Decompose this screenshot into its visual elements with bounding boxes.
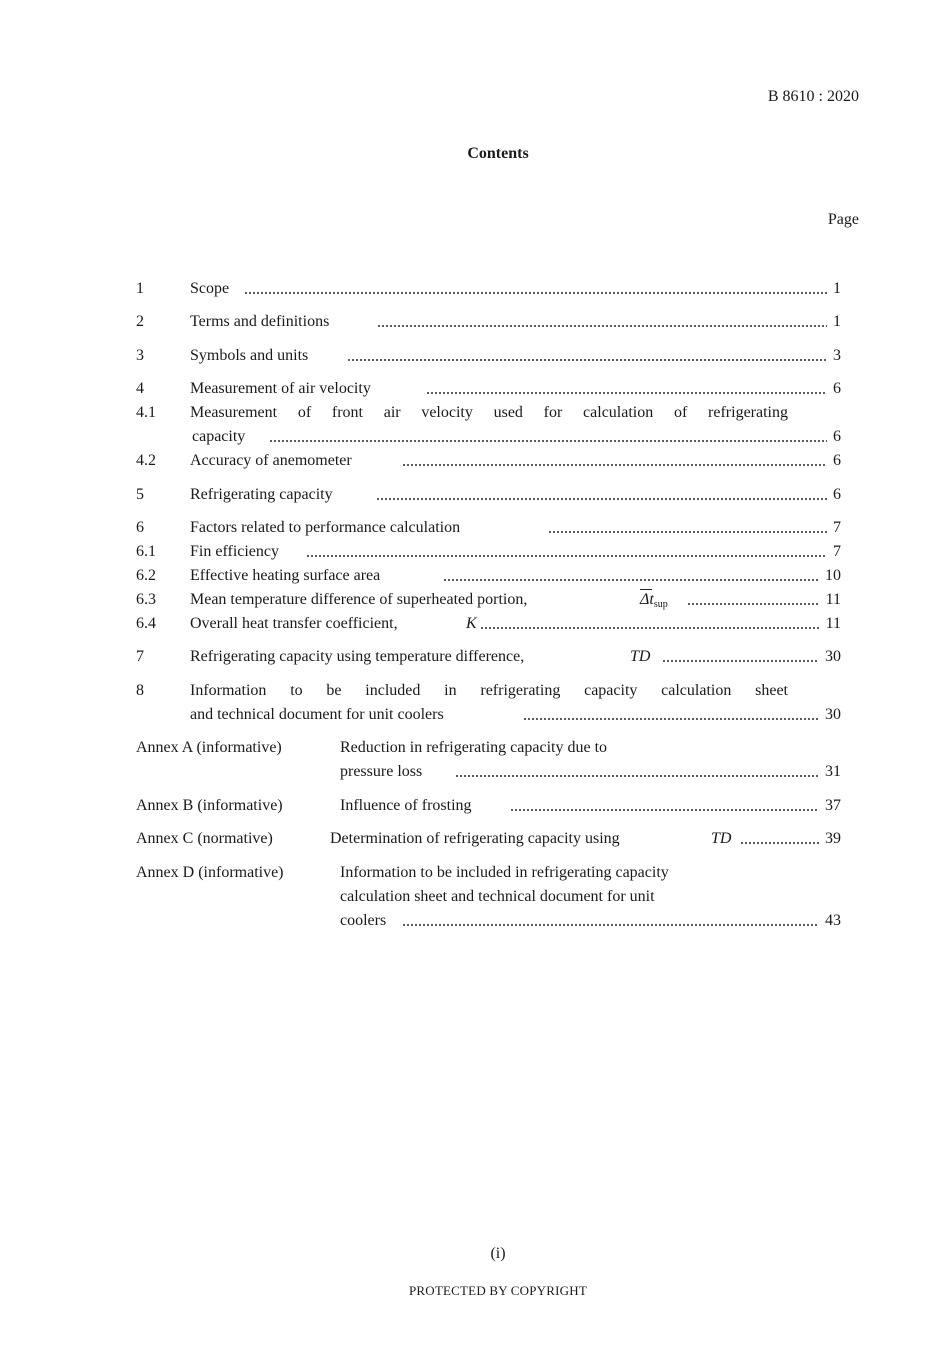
leader-dots [740,842,819,844]
toc-entry-terms[interactable] [136,311,841,333]
page-title: Contents [467,145,529,162]
standard-number: B 8610 : 2020 [767,88,859,105]
leader-dots [269,440,827,442]
toc-entry-page: 37 [825,797,841,814]
leader-dots [306,555,827,557]
td-symbol: TD [711,830,732,847]
toc-entry-number: 6.1 [136,543,156,560]
toc-entry-label: Measurement of air velocity [190,380,371,397]
toc-entry-number: 1 [136,280,144,297]
toc-entry-number: 8 [136,682,144,699]
annex-label: Annex B (informative) [136,797,283,814]
leader-dots [510,809,819,811]
toc-entry-number: 3 [136,347,144,364]
toc-entry-performance-factors[interactable] [136,517,841,539]
toc-entry-page: 7 [833,543,841,560]
td-symbol: TD [630,648,651,665]
toc-entry-label: Overall heat transfer coefficient, [190,615,398,632]
leader-dots [443,579,819,581]
toc-entry-label-line2: capacity [192,428,246,445]
leader-dots [402,464,827,466]
toc-entry-number: 4.1 [136,404,156,421]
leader-dots [662,660,819,662]
delta-t-sup-symbol: $\Delta t_{sup}$ [640,591,668,610]
annex-label: Annex A (informative) [136,739,282,756]
toc-entry-scope[interactable] [136,278,841,300]
toc-entry-annex-d[interactable] [136,862,841,934]
copyright-notice: PROTECTED BY COPYRIGHT [409,1283,587,1298]
toc-entry-information-included[interactable] [136,680,841,728]
toc-entry-label-line2: and technical document for unit coolers [190,706,444,723]
toc-entry-air-velocity[interactable] [136,378,841,400]
toc-entry-heat-transfer[interactable] [136,613,841,635]
toc-entry-label: Fin efficiency [190,543,280,560]
toc-entry-page: 6 [833,486,841,503]
toc-entry-label: Effective heating surface area [190,567,381,584]
leader-dots [455,775,819,777]
toc-entry-number: 6 [136,519,144,536]
leader-dots [426,392,827,394]
toc-entry-number: 6.2 [136,567,156,584]
toc-entry-page: 6 [833,380,841,397]
toc-entry-number: 5 [136,486,144,503]
leader-dots [347,359,827,361]
toc-entry-number: 4.2 [136,452,156,469]
page-column-header: Page [827,211,859,228]
toc-entry-page: 30 [825,648,841,665]
toc-entry-anemometer[interactable] [136,450,841,472]
leader-dots [376,498,827,500]
toc-entry-annex-c[interactable] [136,828,841,850]
toc-entry-mean-temperature[interactable] [136,589,841,611]
toc-entry-front-air-velocity[interactable] [136,402,841,450]
toc-entry-page: 1 [833,313,841,330]
annex-label: Annex C (normative) [136,830,273,847]
toc-entry-refrigerating-capacity[interactable] [136,484,841,506]
toc-entry-page: 43 [825,912,841,929]
toc-entry-label: Refrigerating capacity [190,486,333,503]
toc-entry-label: Accuracy of anemometer [190,452,352,469]
annex-title: Influence of frosting [340,797,472,814]
toc-entry-page: 7 [833,519,841,536]
toc-entry-annex-a[interactable] [136,737,841,785]
toc-entry-page: 11 [825,591,841,608]
toc-entry-temperature-difference[interactable] [136,646,841,668]
toc-entry-page: 3 [833,347,841,364]
toc-entry-number: 4 [136,380,144,397]
toc-entry-label: Terms and definitions [190,313,330,330]
toc-entry-page: 10 [825,567,841,584]
toc-entry-label: Scope [190,280,230,297]
toc-entry-label: Symbols and units [190,347,309,364]
toc-entry-number: 7 [136,648,144,665]
leader-dots [523,718,819,720]
annex-title: Determination of refrigerating capacity using [330,830,620,847]
toc-entry-page: 6 [833,428,841,445]
toc-entry-page: 30 [825,706,841,723]
k-symbol: K [466,615,477,632]
toc-entry-label: Mean temperature difference of superheated portion, [190,591,528,608]
annex-label: Annex D (informative) [136,864,284,881]
toc-entry-label: Factors related to performance calculation [190,519,461,536]
toc-entry-annex-b[interactable] [136,795,841,817]
toc-entry-number: 6.4 [136,615,156,632]
annex-title-line2: pressure loss [340,763,423,780]
annex-title-line2: calculation sheet and technical document for unit [340,888,655,905]
toc-entry-page: 39 [825,830,841,847]
leader-dots [687,603,819,605]
toc-entry-page: 11 [825,615,841,632]
annex-title-line3: coolers [340,912,387,929]
leader-dots [480,627,819,629]
toc-entry-label: Refrigerating capacity using temperature difference, [190,648,525,665]
page-folio: (i) [490,1245,506,1262]
leader-dots [244,292,827,294]
annex-title-line1: Information to be included in refrigerating capacity [340,864,669,881]
toc-entry-page: 31 [825,763,841,780]
toc-entry-heating-surface[interactable] [136,565,841,587]
toc-entry-page: 6 [833,452,841,469]
leader-dots [402,924,819,926]
toc-entry-number: 2 [136,313,144,330]
leader-dots [377,325,827,327]
annex-title-line1: Reduction in refrigerating capacity due to [340,739,608,756]
toc-entry-page: 1 [833,280,841,297]
toc-entry-fin-efficiency[interactable] [136,541,841,563]
toc-entry-label-line1: Information to be included in refrigerating capacity calculation sheet [190,682,788,699]
toc-entry-label-line1: Measurement of front air velocity used for calculation of refrigerating [190,404,788,421]
leader-dots [548,531,827,533]
toc-entry-symbols[interactable] [136,345,841,367]
toc-entry-number: 6.3 [136,591,156,608]
